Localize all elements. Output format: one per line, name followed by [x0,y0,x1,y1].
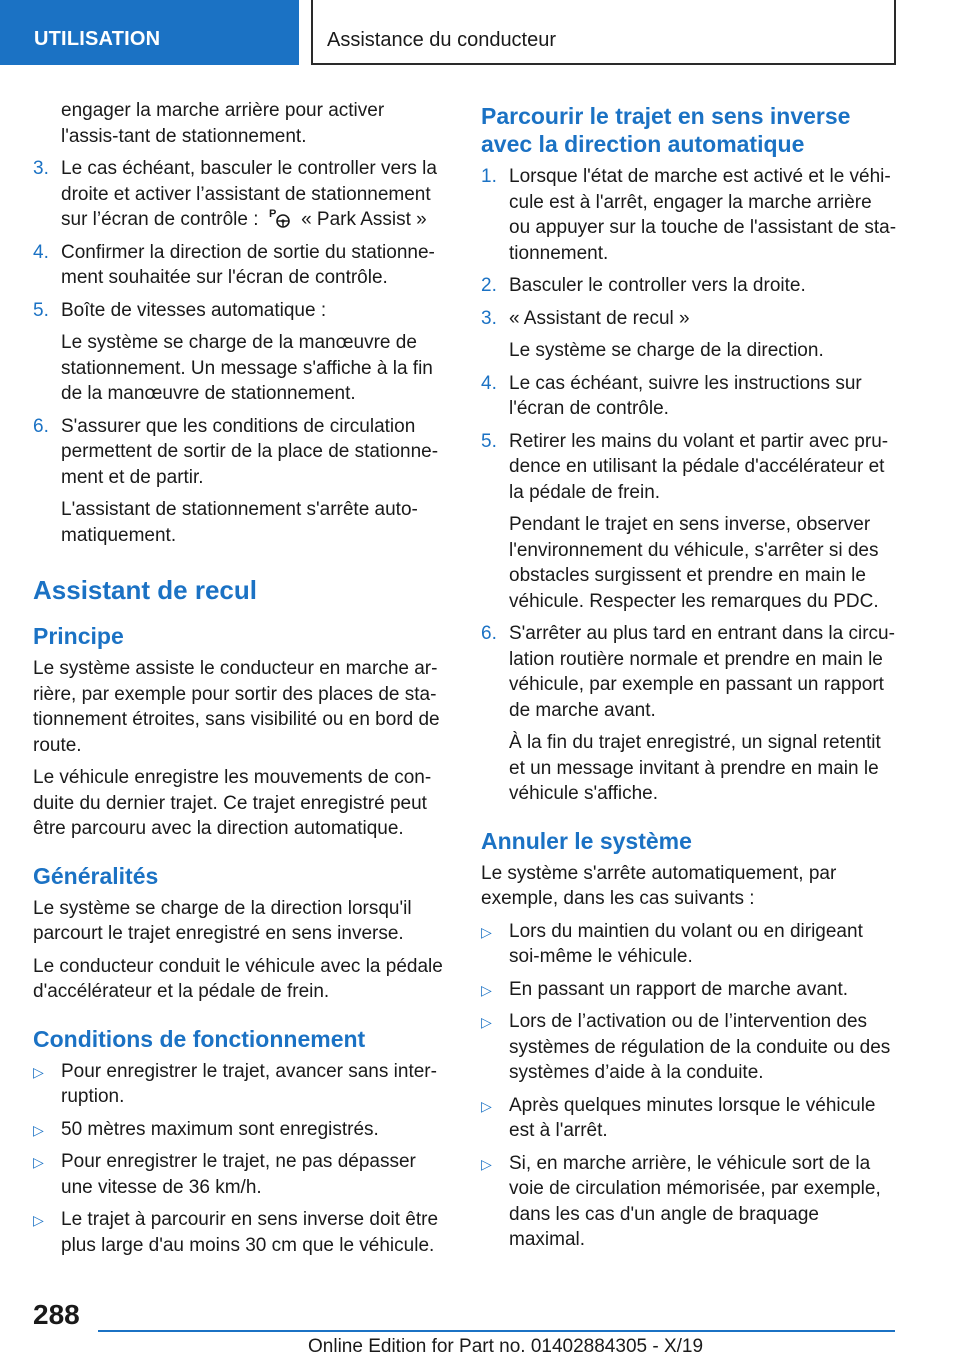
paragraph: Le véhicule enregistre les mouvements de con-duite du dernier trajet. Ce trajet enregistré peut être parcouru avec la direction automatique. [33,767,432,839]
step-number: 2. [481,275,497,296]
step-text: Confirmer la direction de sortie du stationne-ment souhaitée sur l'écran de contrôle. [61,241,435,288]
list-item [481,273,897,299]
bullet-item [481,977,897,1003]
step-text: S'assurer que les conditions de circulation permettent de sortir de la place de stationne-ment et de partir. [61,415,439,488]
bullet-text: Après quelques minutes lorsque le véhicule est à l'arrêt. [509,1094,876,1141]
step-subtext: Le système se charge de la manœuvre de stationnement. Un message s'affiche à la fin de la manœuvre de stationnement. [61,332,433,404]
triangle-bullet-icon: ▷ [481,1014,492,1030]
triangle-bullet-icon: ▷ [481,1097,492,1114]
chapter-title: Assistance du conducteur [311,0,896,65]
section-heading: Assistant de recul [33,575,257,605]
bullet-text: Si, en marche arrière, le véhicule sort de la voie de circulation mémorisée, par exemple, dans les cas d'un angle de braquage maximal. [509,1152,881,1250]
triangle-bullet-icon: ▷ [33,1063,44,1080]
list-item [33,156,443,233]
paragraph: Le conducteur conduit le véhicule avec la pédale d'accélérateur et la pédale de frein. [33,955,443,1002]
step-text: S'arrêter au plus tard en entrant dans la circu-lation routière normale et prendre en main le véhicule, par exemple en passant un rapport de marche avant. [509,623,895,721]
bullet-item [33,1117,443,1143]
list-item [33,298,443,324]
paragraph: Le système se charge de la direction lorsqu'il parcourt le trajet enregistré en sens inverse. [33,897,412,944]
step-text: Le cas échéant, suivre les instructions sur l'écran de contrôle. [509,372,862,419]
step-text-after-icon: « Park Assist » [301,209,427,230]
step-subtext: À la fin du trajet enregistré, un signal retentit et un message invitant à prendre en main le véhicule s'affiche. [509,732,881,804]
step-text: « Assistant de recul » [509,307,690,329]
left-column [33,98,443,1265]
bullet-item [481,919,897,970]
bullet-item [33,1207,443,1258]
step-continuation: engager la marche arrière pour activer l'assis-tant de stationnement. [61,100,385,147]
subsection-heading-parcourir: Parcourir le trajet en sens inverse avec la direction automatique [481,103,851,157]
subsection-heading-principe: Principe [33,623,124,649]
step-text: Boîte de vitesses automatique : [61,299,327,321]
svg-text:P: P [268,208,277,220]
list-item [481,429,897,506]
step-number: 3. [33,158,49,179]
bullet-item [33,1059,443,1110]
triangle-bullet-icon: ▷ [33,1212,44,1228]
paragraph: Le système s'arrête automatiquement, par exemple, dans les cas suivants : [481,862,837,909]
step-text: Lorsque l'état de marche est activé et le véhi-cule est à l'arrêt, engager la marche arrière ou appuyer sur la touche de l'assistant de sta-tionnement. [509,166,897,264]
step-number: 5. [481,430,497,452]
section-tab: UTILISATION [0,0,299,65]
list-item [33,240,443,291]
bullet-text: Pour enregistrer le trajet, ne pas dépasser une vitesse de 36 km/h. [61,1151,416,1198]
bullet-item [33,1149,443,1200]
step-number: 4. [33,241,49,263]
footer-divider [98,1330,895,1332]
step-text: Basculer le controller vers la droite. [509,275,806,296]
bullet-text: Pour enregistrer le trajet, avancer sans inter-ruption. [61,1060,437,1107]
edition-note: Online Edition for Part no. 01402884305 - X/19 [308,1336,704,1357]
triangle-bullet-icon: ▷ [481,981,492,998]
step-text: Le cas échéant, basculer le controller vers la droite et activer l’assistant de stationnement sur l’écran de contrôle : [61,158,437,230]
paragraph: Le système assiste le conducteur en marche ar-rière, par exemple pour sortir des places de sta-tionnement étroites, sans visibilité ou en bord de route. [33,658,440,756]
step-number: 6. [33,415,49,437]
step-subtext: Pendant le trajet en sens inverse, observer l'environnement du véhicule, s'arrêter si des obstacles surgissent et prendre en main le véhicule. Respecter les remarques du PDC. [509,514,879,612]
triangle-bullet-icon: ▷ [33,1154,44,1170]
bullet-item [481,1093,897,1144]
step-number: 3. [481,307,497,329]
step-number: 5. [33,299,49,321]
bullet-text: Le trajet à parcourir en sens inverse doit être plus large d'au moins 30 cm que le véhicule. [61,1209,439,1256]
step-subtext: L'assistant de stationnement s'arrête auto-matiquement. [61,499,418,546]
list-item [481,371,897,422]
step-number: 6. [481,623,497,644]
triangle-bullet-icon: ▷ [481,923,492,940]
bullet-text: Lors du maintien du volant ou en dirigeant soi-même le véhicule. [509,920,863,967]
triangle-bullet-icon: ▷ [481,1155,492,1172]
subsection-heading-conditions: Conditions de fonctionnement [33,1025,366,1052]
list-item [33,414,443,491]
step-subtext: Le système se charge de la direction. [509,340,824,361]
list-item [481,164,897,266]
step-text: Retirer les mains du volant et partir avec pru-dence en utilisant la pédale d'accélérateur et la pédale de frein. [509,430,889,503]
bullet-text: En passant un rapport de marche avant. [509,978,849,1000]
right-column [481,98,897,1260]
subsection-heading-generalites: Généralités [33,862,159,889]
list-item [481,306,897,332]
triangle-bullet-icon: ▷ [33,1121,44,1138]
bullet-text: 50 mètres maximum sont enregistrés. [61,1118,379,1140]
list-item [481,621,897,723]
bullet-text: Lors de l’activation ou de l’intervention des systèmes de régulation de la conduite ou des systèmes d’aide à la conduite. [509,1011,891,1083]
bullet-item [481,1151,897,1253]
page-number: 288 [33,1299,80,1330]
bullet-item [481,1009,897,1086]
subsection-heading-annuler: Annuler le système [481,827,692,854]
step-number: 4. [481,372,497,394]
park-assist-icon [268,207,292,229]
step-number: 1. [481,166,497,187]
